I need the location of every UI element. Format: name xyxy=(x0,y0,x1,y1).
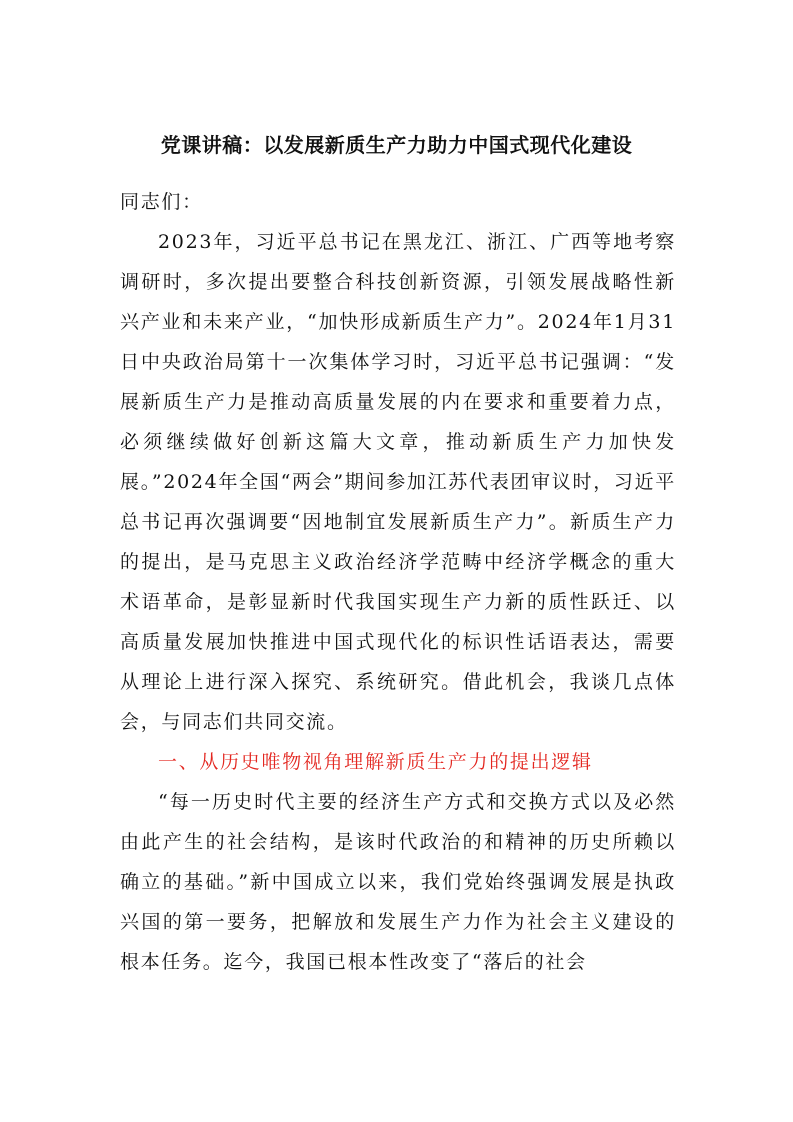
paragraph: “每一历史时代主要的经济生产方式和交换方式以及必然由此产生的社会结构，是该时代政治的和精神的历史所赖以确立的基础。”新中国成立以来，我们党始终强调发展是执政兴国的第一要务，把解放和发展生产力作为社会主义建设的根本任务。迄今，我国已根本性改变了“落后的社会 xyxy=(120,791,676,973)
paragraph: 2023年，习近平总书记在黑龙江、浙江、广西等地考察调研时，多次提出要整合科技创新资源，引领发展战略性新兴产业和未来产业，“加快形成新质生产力”。2024年1月31日中央政治局第十一次集体学习时，习近平总书记强调：“发展新质生产力是推动高质量发展的内在要求和重要着力点，必须继续做好创新这篇大文章，推动新质生产力加快发展。”2024年全国“两会”期间参加江苏代表团审议时，习近平总书记再次强调要“因地制宜发展新质生产力”。新质生产力的提出，是马克思主义政治经济学范畴中经济学概念的重大术语革命，是彰显新时代我国实现生产力新的质性跃迁、以高质量发展加快推进中国式现代化的标识性话语表达，需要从理论上进行深入探究、系统研究。借此机会，我谈几点体会，与同志们共同交流。 xyxy=(120,231,676,733)
salutation: 同志们： xyxy=(120,191,203,213)
document-title: 党课讲稿：以发展新质生产力助力中国式现代化建设 xyxy=(160,133,633,157)
document-body xyxy=(120,182,676,982)
section-heading: 一、从历史唯物视角理解新质生产力的提出逻辑 xyxy=(158,751,593,773)
